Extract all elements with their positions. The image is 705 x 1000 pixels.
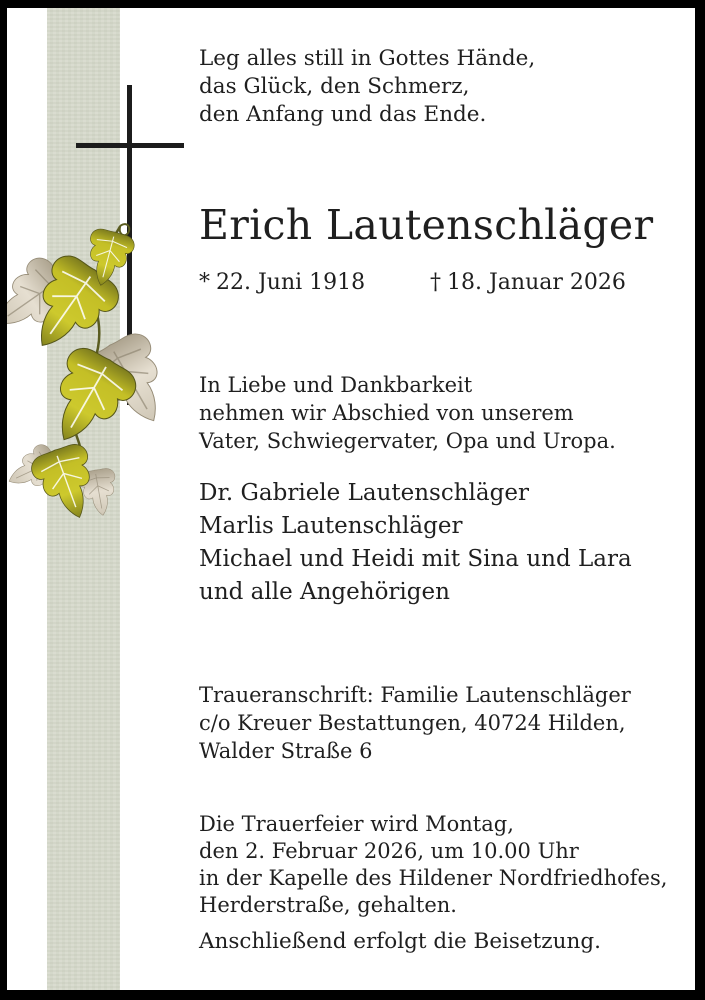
life-dates: [199, 268, 669, 298]
text-line: In Liebe und Dankbarkeit: [199, 373, 473, 397]
text-line: in der Kapelle des Hildener Nordfriedhofes,: [199, 866, 668, 890]
text-line: Traueranschrift: Familie Lautenschläger: [199, 683, 631, 707]
text-line: das Glück, den Schmerz,: [199, 74, 470, 99]
mourning-address: [199, 681, 631, 765]
burial-note: Anschließend erfolgt die Beisetzung.: [199, 929, 601, 954]
text-line: und alle Angehörigen: [199, 579, 450, 605]
death-date-text: 18. Januar 2026: [447, 270, 626, 295]
text-line: Walder Straße 6: [199, 739, 373, 763]
farewell-paragraph: [199, 371, 616, 455]
text-line: Dr. Gabriele Lautenschläger: [199, 480, 529, 506]
deceased-name: Erich Lautenschläger: [199, 201, 654, 249]
birth-date-text: 22. Juni 1918: [216, 270, 366, 295]
obituary-page: [7, 8, 695, 990]
birth-date: [199, 270, 365, 295]
text-line: c/o Kreuer Bestattungen, 40724 Hilden,: [199, 711, 626, 735]
text-line: den Anfang und das Ende.: [199, 102, 487, 127]
birth-star-symbol: *: [199, 270, 210, 295]
ivy-decoration-icon: [7, 200, 182, 530]
text-line: Leg alles still in Gottes Hände,: [199, 46, 536, 71]
funeral-service-info: [199, 811, 667, 919]
death-cross-symbol: †: [430, 270, 441, 295]
text-line: Vater, Schwiegervater, Opa und Uropa.: [199, 429, 616, 453]
text-line: den 2. Februar 2026, um 10.00 Uhr: [199, 839, 579, 863]
text-line: Die Trauerfeier wird Montag,: [199, 812, 514, 836]
mourners-list: [199, 477, 632, 609]
text-line: nehmen wir Abschied von unserem: [199, 401, 574, 425]
opening-verse: [199, 45, 535, 129]
cross-icon: [76, 143, 184, 148]
text-line: Marlis Lautenschläger: [199, 513, 463, 539]
death-date: [430, 268, 626, 298]
text-line: Herderstraße, gehalten.: [199, 893, 457, 917]
text-line: Michael und Heidi mit Sina und Lara: [199, 546, 632, 572]
